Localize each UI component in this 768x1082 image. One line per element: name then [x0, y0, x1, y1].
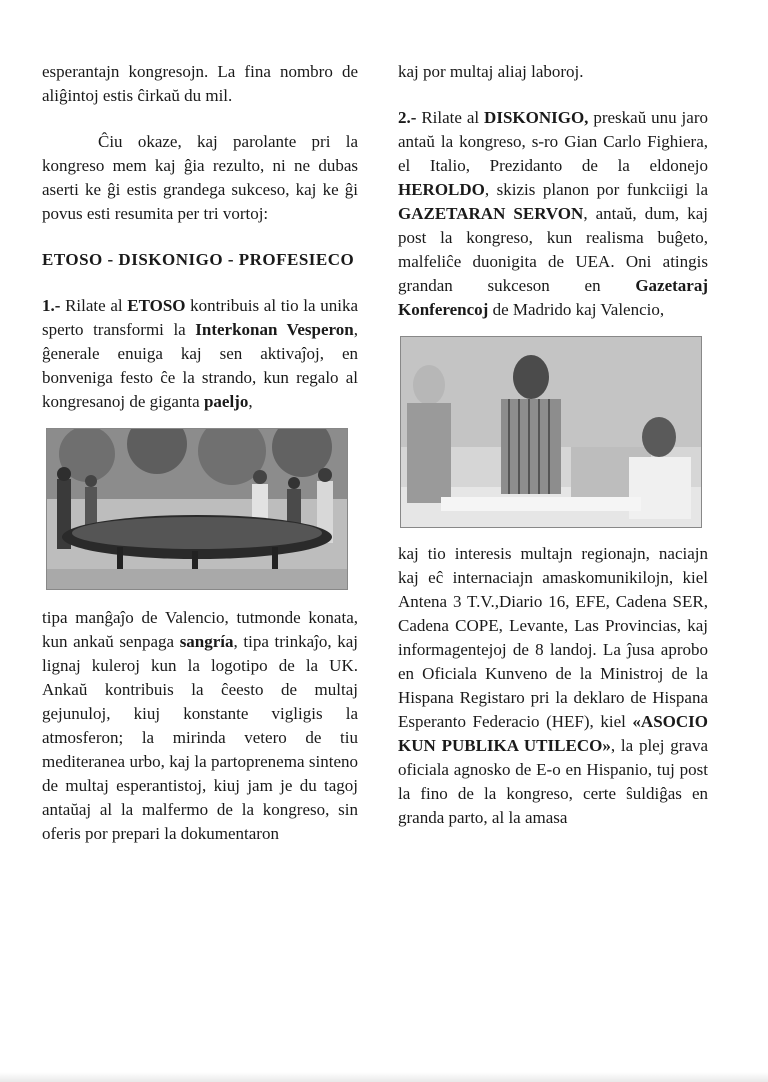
paragraph-diskonigo: 2.- Rilate al DISKONIGO, preskaŭ unu jaro antaŭ la kongreso, s-ro Gian Carlo Fighiera, el Italio, Prezidanto de la eldonejo HEROLDO, skizis planon por funkciigi la GAZETARAN SERVON, antaŭ, dum, kaj post la kongreso, kun realisma buĝeto, malfeliĉe duonigita de UEA. Oni atingis grandan sukceson en Gazetaraj Konferencoj de Madrido kaj Valencio,	[398, 108, 708, 319]
item-number: 2.-	[398, 108, 417, 127]
paragraph-intro: esperantajn kongresojn. La fina nombro de aliĝintoj estis ĉirkaŭ du mil.	[42, 62, 358, 105]
keyword-vespero: Interkonan Vesperon	[195, 320, 354, 339]
paragraph-continuation: kaj por multaj aliaj laboroj.	[398, 62, 584, 81]
paragraph-sangria: tipa manĝaĵo de Valencio, tutmonde konata, kun ankaŭ senpaga sangría, tipa trinkaĵo, kaj lignaj kuleroj kun la logotipo de la UK. Ankaŭ kontribuis la ĉeesto de multaj gejunuloj, kiuj konstante vigligis la atmosferon; la mirinda vetero de tiu mediteranea urbo, kaj la partoprenema sinteno de multaj esperantistoj, kiuj jam je du tagoj antaŭaj al la malfermo de la kongreso, sin oferis por prepari la dokumentaron	[42, 608, 359, 843]
keyword-gazetara-servo: GAZETARAN SERVON	[398, 204, 584, 223]
keyword-diskonigo: DISKONIGO,	[484, 108, 589, 127]
keyword-paeljo: paeljo	[203, 392, 249, 411]
paragraph-etoso: 1.- Rilate al ETOSO kontribuis al tio la unika sperto transformi la Interkonan Vesperon, ĝenerale enuiga kaj sen aktivaĵoj, en bonveniga festo ĉe la strando, kun regalo al kongresanoj de giganta paeljo,	[42, 296, 358, 411]
item-number: 1.-	[42, 296, 61, 315]
paella-photo-image	[47, 429, 347, 589]
keyword-heroldo: HEROLDO	[398, 180, 485, 199]
paragraph-amaskomunikiloj: kaj tio interesis multajn regionajn, naciajn kaj eĉ internaciajn amaskomunikilojn, kiel Antena 3 T.V.,Diario 16, EFE, Cadena SER, Cadena COPE, Levante, Las Provincias, kaj informagentejoj de 8 landoj. La ĵusa aprobo en Oficiala Kunveno de la Ministroj de la Hispana Registaro pri la deklaro de Hispana Esperanto Federacio (HEF), kiel «ASOCIO KUN PUBLIKA UTILECO», la plej grava oficiala agnosko de E-o en Hispanio, tuj post la fino de la kongreso, certe ŝuldiĝas en granda parto, al la amasa	[398, 544, 709, 827]
keyword-sangria: sangría	[179, 632, 234, 651]
paragraph-summary: Ĉiu okaze, kaj parolante pri la kongreso mem kaj ĝia rezulto, ni ne dubas aserti ke ĝi estis grandega sukceso, kaj ke ĝi povus esti resumita per tri vortoj:	[42, 132, 358, 223]
left-column	[42, 60, 358, 846]
press-conference-photo	[400, 336, 702, 528]
keyword-asocio: «ASOCIO KUN PUBLIKA UTILECO»	[398, 712, 708, 755]
right-column	[398, 60, 708, 830]
section-heading: ETOSO - DISKONIGO - PROFESIECO	[42, 250, 355, 269]
press-conference-photo-image	[401, 337, 701, 527]
keyword-gazetaraj-konferencoj: Gazetaraj Konferencoj	[398, 276, 708, 319]
paella-photo	[46, 428, 348, 590]
page-bottom-edge	[0, 1072, 768, 1082]
keyword-etoso: ETOSO	[127, 296, 186, 315]
